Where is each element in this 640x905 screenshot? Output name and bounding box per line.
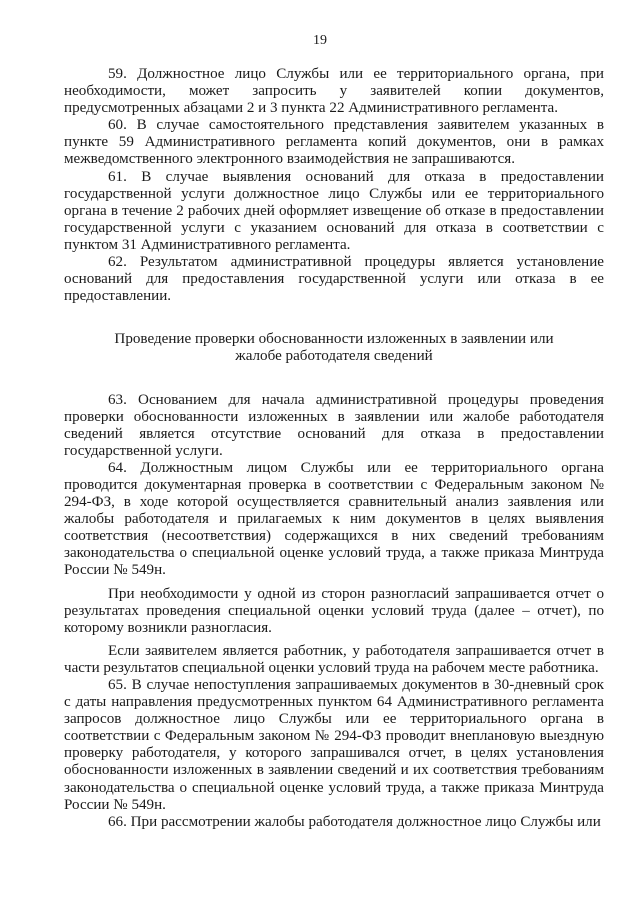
paragraph-64-worker: Если заявителем является работник, у работодателя запрашивается отчет в части результатов специальной оценки условий труда на рабочем месте работника. [64,642,604,676]
page-number: 19 [313,33,327,48]
paragraph-61: 61. В случае выявления оснований для отказа в предоставлении государственной услуги должностное лицо Службы или ее территориального органа в течение 2 рабочих дней оформляет извещение об отказе в предоставлении государственной услуги с указанием оснований для отказа в соответствии с пунктом 31 Административного регламента. [64,168,604,253]
paragraph-60: 60. В случае самостоятельного представления заявителем указанных в пункте 59 Административного регламента копий документов, они в рамках межведомственного электронного взаимодействия не запрашиваются. [64,117,604,168]
paragraph-64-request: При необходимости у одной из сторон разногласий запрашивается отчет о результатах проведения специальной оценки условий труда (далее – отчет), по которому возникли разногласия. [64,585,604,636]
section-heading: Проведение проверки обоснованности изложенных в заявлении или жалобе работодателя сведений [114,331,554,365]
paragraph-64: 64. Должностным лицом Службы или ее территориального органа проводится документарная проверка в соответствии с Федеральным законом № 294-ФЗ, в ходе которой осуществляется сравнительный анализ заявления или жалобы работодателя и прилагаемых к ним документов в целях выявления соответствия (несоответствия) содержащихся в них сведений требованиям законодательства о специальной оценке условий труда, а также приказа Минтруда России № 549н. [64,459,604,579]
document-body [64,66,604,831]
paragraph-65: 65. В случае непоступления запрашиваемых документов в 30-дневный срок с даты направления предусмотренных пунктом 64 Административного регламента запросов должностное лицо Службы или ее территориального органа в соответствии с Федеральным законом № 294-ФЗ проводит внеплановую выездную проверку работодателя, у которого запрашивался отчет, в целях установления обоснованности изложенных в заявлении сведений и их соответствия требованиям законодательства о специальной оценке условий труда, а также приказа Минтруда России № 549н. [64,677,604,813]
paragraph-59: 59. Должностное лицо Службы или ее территориального органа, при необходимости, может запросить у заявителей копии документов, предусмотренных абзацами 2 и 3 пункта 22 Административного регламента. [64,66,604,117]
paragraph-66: 66. При рассмотрении жалобы работодателя должностное лицо Службы или [108,813,601,830]
paragraph-62: 62. Результатом административной процедуры является установление оснований для предоставления государственной услуги или отказа в ее предоставлении. [64,254,604,305]
paragraph-63: 63. Основанием для начала административной процедуры проведения проверки обоснованности изложенных в заявлении или жалобе работодателя сведений является отсутствие оснований для отказа в предоставлении государственной услуги. [64,391,604,459]
